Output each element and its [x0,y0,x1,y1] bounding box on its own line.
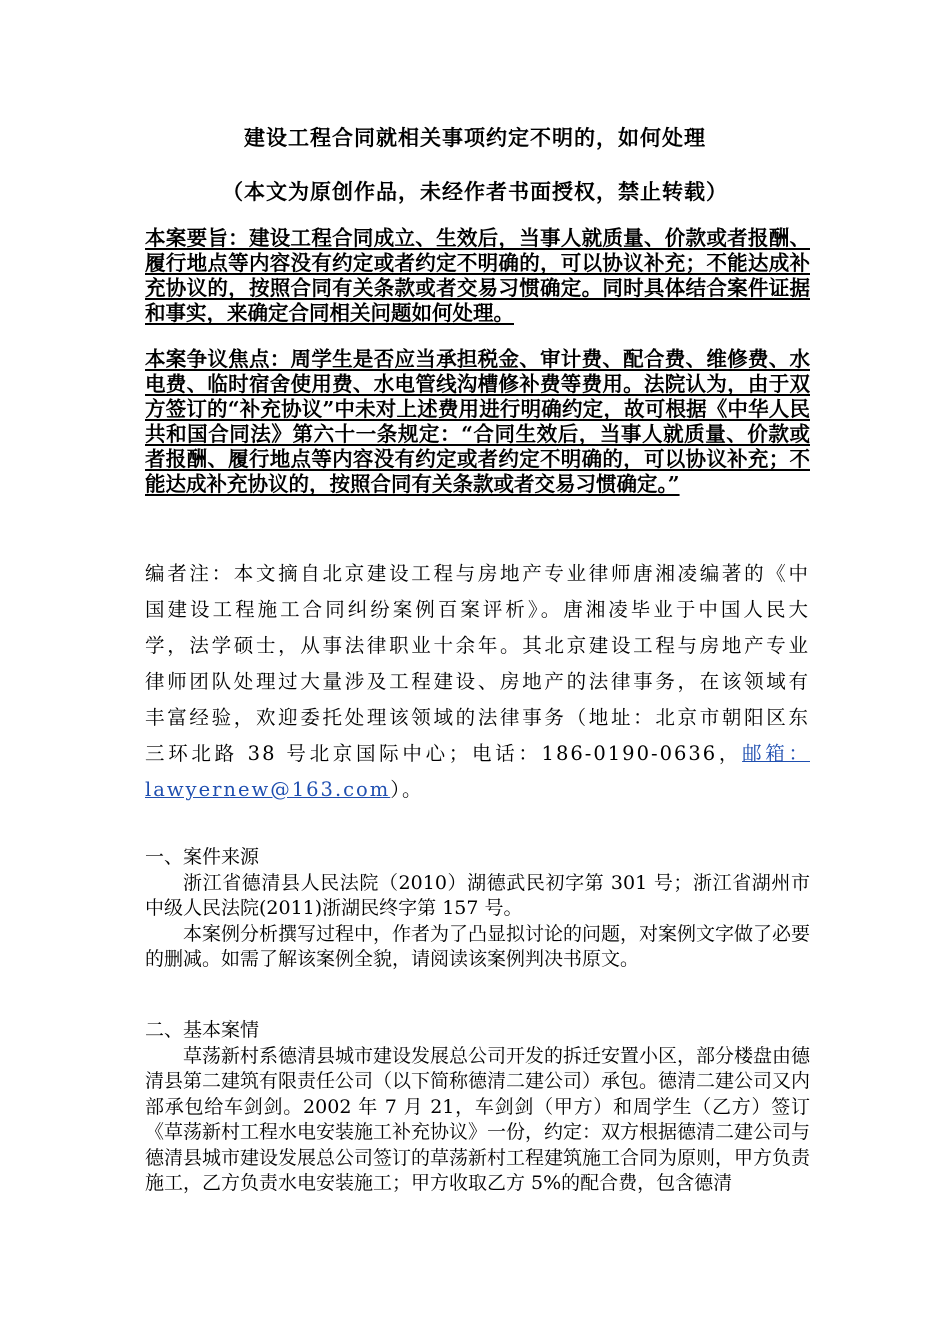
section-heading: 一、案件来源 [145,846,260,868]
case-gist [145,226,810,326]
paragraph: 草荡新村系德清县城市建设发展总公司开发的拆迁安置小区，部分楼盘由德清县第二建筑有限责任公司（以下简称德清二建公司）承包。德清二建公司又内部承包给车剑剑。2002 年 7 月 21，车剑剑（甲方）和周学生（乙方）签订《草荡新村工程水电安装施工补充协议》一份，约定：双方根据德清二建公司与德清县城市建设发展总公司签订的草荡新村工程建筑施工合同为原则，甲方负责施工，乙方负责水电安装施工；甲方收取乙方 5%的配合费，包含德清 [145,1044,811,1194]
editor-note-text: 编者注：本文摘自北京建设工程与房地产专业律师唐湘凌编著的《中国建设工程施工合同纠纷案例百案评析》。唐湘凌毕业于中国人民大学，法学硕士，从事法律职业十余年。其北京建设工程与房地产专业律师团队处理过大量涉及工程建设、房地产的法律事务，在该领域有丰富经验，欢迎委托处理该领域的法律事务（地址：北京市朝阳区东三环北路 38 号北京国际中心；电话：186-0190-0636， [145,562,810,765]
dispute-focus-text: 本案争议焦点：周学生是否应当承担税金、审计费、配合费、维修费、水电费、临时宿舍使用费、水电管线沟槽修补费等费用。法院认为，由于双方签订的“补充协议”中未对上述费用进行明确约定，故可根据《中华人民共和国合同法》第六十一条规定：“合同生效后，当事人就质量、价款或者报酬、履行地点等内容没有约定或者约定不明确的，可以协议补充；不能达成补充协议的，按照合同有关条款或者交易习惯确定。” [145,347,810,496]
section-basic-facts [145,1018,810,1197]
paragraph: 浙江省德清县人民法院（2010）湖德武民初字第 301 号；浙江省湖州市中级人民法院(2011)浙湖民终字第 157 号。 [145,871,810,919]
section-case-source [145,845,810,973]
email-link[interactable]: 邮箱：lawyernew@163.com [145,742,810,801]
section-heading: 二、基本案情 [145,1019,260,1041]
editor-note-closing: ）。 [390,778,424,801]
case-gist-text: 本案要旨：建设工程合同成立、生效后，当事人就质量、价款或者报酬、履行地点等内容没有约定或者约定不明确的，可以协议补充；不能达成补充协议的，按照合同有关条款或者交易习惯确定。同时具体结合案件证据和事实，来确定合同相关问题如何处理。 [145,226,810,325]
dispute-focus [145,347,810,497]
document-title: 建设工程合同就相关事项约定不明的，如何处理 [244,125,706,150]
editor-note [145,556,810,808]
copyright-notice: （本文为原创作品，未经作者书面授权，禁止转载） [222,179,728,204]
paragraph: 本案例分析撰写过程中，作者为了凸显拟讨论的问题，对案例文字做了必要的删减。如需了解该案例全貌，请阅读该案例判决书原文。 [145,922,811,970]
